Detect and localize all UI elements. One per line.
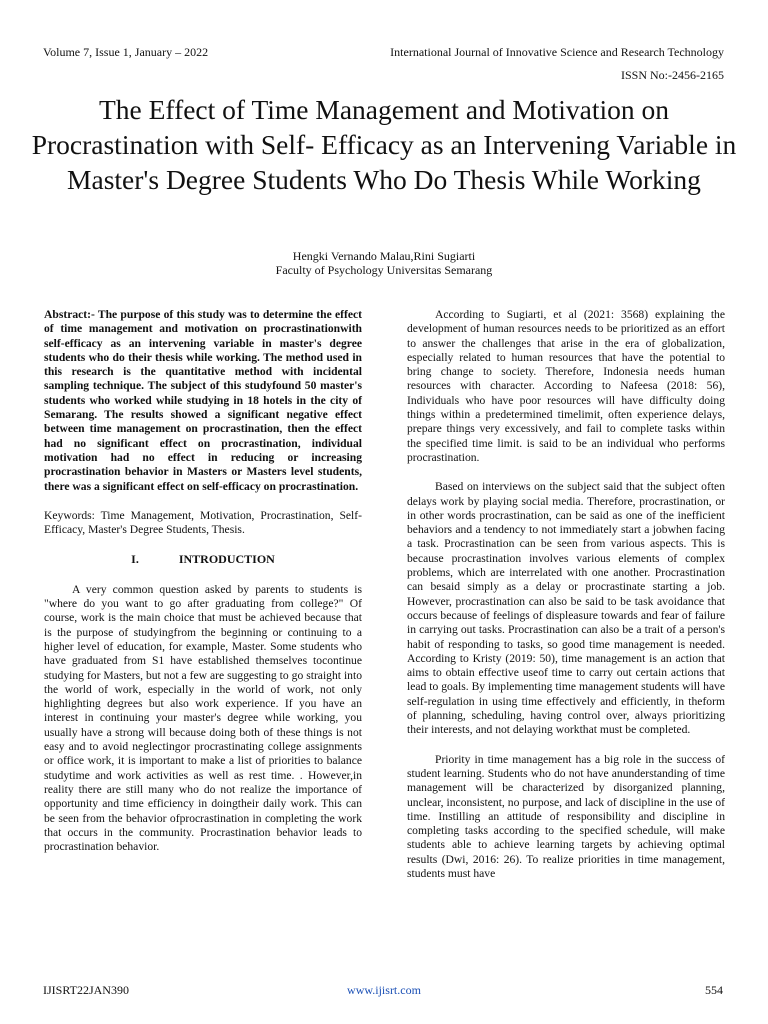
right-column <box>407 308 725 896</box>
journal-name: International Journal of Innovative Science and Research Technology <box>390 45 724 59</box>
author-block <box>0 249 768 277</box>
affiliation: Faculty of Psychology Universitas Semarang <box>275 263 493 277</box>
volume-info: Volume 7, Issue 1, January – 2022 <box>43 45 209 59</box>
body-paragraph: Priority in time management has a big role in the success of student learning. Students who do not have anunderstanding of time management will be characterized by disorganized planning, unclear, inconsistent, no purpose, and lack of discipline in the use of time. Instilling an attitude of responsibility and discipline in completing tasks according to the specified schedule, will make students able to achieve learning targets by achieving optimal results (Dwi, 2016: 26). To realize priorities in time management, students must have <box>407 752 725 880</box>
paper-code: IJISRT22JAN390 <box>43 983 129 997</box>
section-number: I. <box>131 552 139 567</box>
body-paragraph: A very common question asked by parents to students is "where do you want to go after graduating from college?" Of course, work is the main choice that must be achieved because that is the purpose of studyingfrom the beginning or continuing to a higher level of education, for example, Master. Some students who have graduated from S1 have established themselves tocontinue studying for Masters, but not a few are suggesting to go straight into the world of work, especially in the world of work, not only highlighting degrees but also work experience. If you have an interest in continuing your master's degree while working, you usually have a strong will because doing both of these things is not easy and to avoid neglectingor procrastinating college assignments or office work, it is important to make a list of priorities to balance studytime and work activities as well as rest time. . However,in reality there are still many who do not realize the importance of opportunity and time efficiency in doingtheir daily work. This can be seen from the behavior ofprocrastination in completing the work that occurs in the community. Procrastination behavior leads to procrastination behavior. <box>44 582 362 854</box>
author-names: Hengki Vernando Malau,Rini Sugiarti <box>292 249 476 263</box>
issn: ISSN No:-2456-2165 <box>620 68 724 82</box>
left-column <box>44 308 362 869</box>
page-number: 554 <box>705 983 723 997</box>
journal-url-link[interactable]: www.ijisrt.com <box>347 983 421 997</box>
keywords: Keywords: Time Management, Motivation, Procrastination, Self-Efficacy, Master's Degree Students, Thesis. <box>44 508 362 537</box>
body-paragraph: Based on interviews on the subject said that the subject often delays work by playing social media. Therefore, procrastination, or in other words procrastination, can be said as one of the inefficient behaviors and a tendency to not immediately start a jobwhen facing a task. Procrastination can be seen from various aspects. This is because procrastination involves various elements of complex problems, which are interrelated with one another. Procrastination can besaid simply as a delay or procrastinate starting a job. However, procrastination can also be said to be task avoidance that occurs because of feelings of displeasure towards and fear of failure in carrying out tasks. Procrastination can also be a trait of a person's habit of responding to tasks, so good time management is needed. According to Kristy (2019: 50), time management is an action that aims to obtain effective useof time to carry out certain actions that lead to goals. By implementing time management students will have self-regulation in using time effectively and efficiently, in theform of planning, scheduling, having control over, always prioritizing their interests, and not delaying workthat must be completed. <box>407 480 725 737</box>
paper-title: The Effect of Time Management and Motivation on Procrastination with Self- Efficacy as an Intervening Variable in Master's Degree Students Who Do Thesis While Working <box>31 94 737 195</box>
body-paragraph: According to Sugiarti, et al (2021: 3568) explaining the development of human resources needs to be prioritized as an effort to answer the challenges that arise in the era of globalization, especially related to human resources that have the potential to bring change to society. Therefore, Indonesia needs human resources with character. According to Nafeesa (2018: 56), Individuals who have poor resources will have difficulty doing things within a predetermined timelimit, often experience delays, prepare things very excessively, and fail to complete tasks within the specified time limit. is said to be an individual who performs procrastination. <box>407 308 725 464</box>
section-heading <box>44 552 362 566</box>
section-title: INTRODUCTION <box>178 552 275 567</box>
abstract: Abstract:- The purpose of this study was to determine the effect of time management and motivation on procrastinationwith self-efficacy as an intervening variable in master's degree students who do their thesis while working. The method used in this research is the quantitative method with incidental sampling technique. The subject of this studyfound 50 master's students who worked while studying in 18 hotels in the city of Semarang. The results showed a significant negative effect between time management on procrastination, then the effect had no significant effect on procrastination, individual motivation had no effect in reducing or increasing procrastination behavior in Masters or Masters level students, there was a significant effect on self-efficacy on procrastination. <box>44 308 362 493</box>
